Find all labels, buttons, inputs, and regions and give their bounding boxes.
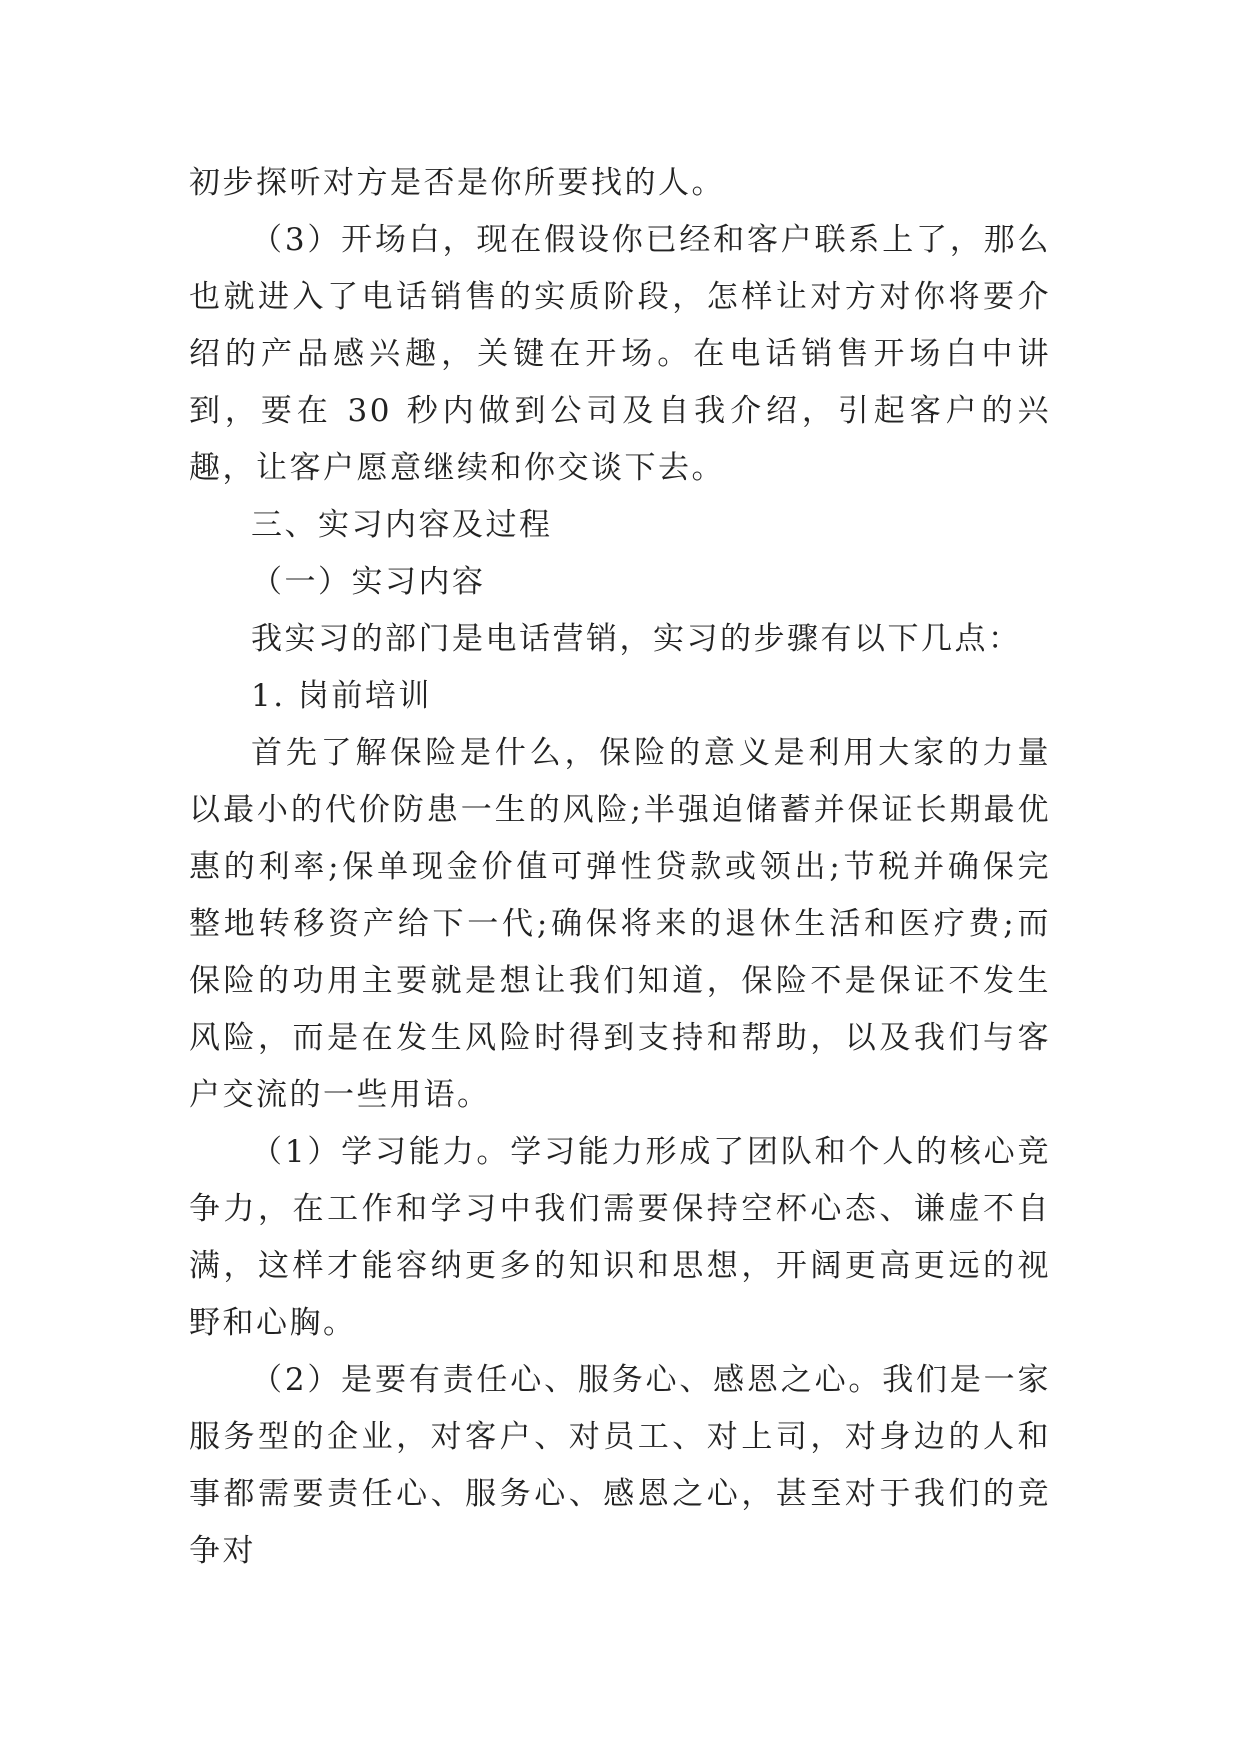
document-body: [189, 155, 1051, 1580]
list-heading-training: 1. 岗前培训: [251, 678, 432, 714]
paragraph-opening-remarks: （3）开场白，现在假设你已经和客户联系上了，那么也就进入了电话销售的实质阶段，怎样让对方对你将要介绍的产品感兴趣，关键在开场。在电话销售开场白中讲到，要在 30 秒内做到公司及自我介绍，引起客户的兴趣，让客户愿意继续和你交谈下去。: [189, 222, 1051, 486]
paragraph-responsibility: （2）是要有责任心、服务心、感恩之心。我们是一家服务型的企业，对客户、对员工、对上司，对身边的人和事都需要责任心、服务心、感恩之心，甚至对于我们的竞争对: [189, 1362, 1051, 1569]
section-heading-internship-content: 三、实习内容及过程: [251, 507, 553, 543]
paragraph-insurance-meaning: 首先了解保险是什么，保险的意义是利用大家的力量以最小的代价防患一生的风险;半强迫储蓄并保证长期最优惠的利率;保单现金价值可弹性贷款或领出;节税并确保完整地转移资产给下一代;确保将来的退休生活和医疗费;而保险的功用主要就是想让我们知道，保险不是保证不发生风险，而是在发生风险时得到支持和帮助，以及我们与客户交流的一些用语。: [189, 735, 1051, 1113]
paragraph-department: 我实习的部门是电话营销，实习的步骤有以下几点：: [251, 621, 1022, 657]
paragraph-learning-ability: （1）学习能力。学习能力形成了团队和个人的核心竞争力，在工作和学习中我们需要保持空杯心态、谦虚不自满，这样才能容纳更多的知识和思想，开阔更高更远的视野和心胸。: [189, 1134, 1051, 1341]
subsection-heading-content: （一）实习内容: [251, 564, 486, 600]
paragraph-continuation: 初步探听对方是否是你所要找的人。: [189, 165, 725, 201]
